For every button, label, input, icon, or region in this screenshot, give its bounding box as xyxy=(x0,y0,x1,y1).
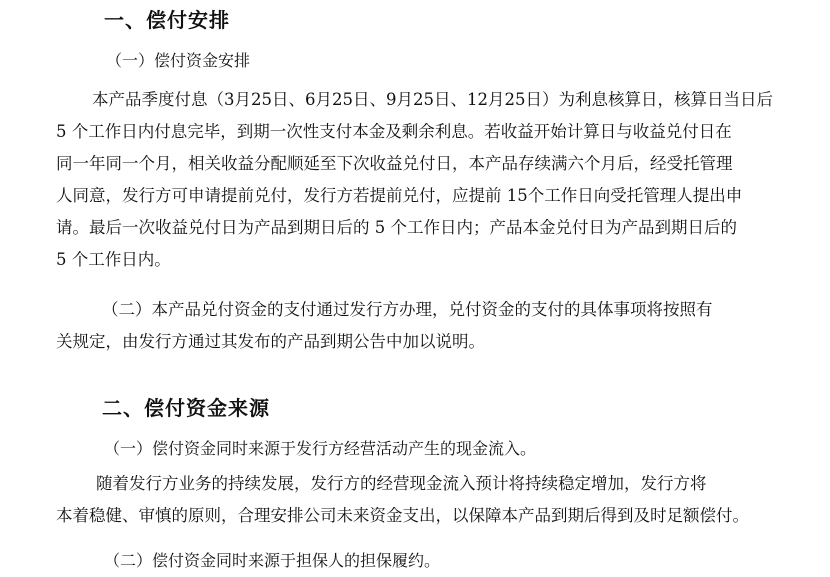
paragraph-line: 本产品季度付息（3月25日、6月25日、9月25日、12月25日）为利息核算日，核算日当日后 xyxy=(92,90,773,109)
paragraph-line: 请。最后一次收益兑付日为产品到期日后的 5 个工作日内；产品本金兑付日为产品到期日后的 xyxy=(56,218,737,237)
paragraph-line: 本着稳健、审慎的原则，合理安排公司未来资金支出，以保障本产品到期后得到及时足额偿付。 xyxy=(56,506,749,525)
paragraph-line: 同一年同一个月，相关收益分配顺延至下次收益兑付日，本产品存续满六个月后，经受托管理 xyxy=(56,154,733,173)
paragraph-line: 关规定，由发行方通过其发布的产品到期公告中加以说明。 xyxy=(56,332,485,351)
subsection-title-operating-cashflow: （一）偿付资金同时来源于发行方经营活动产生的现金流入。 xyxy=(104,439,537,458)
paragraph-line: 5 个工作日内。 xyxy=(56,250,171,269)
subsection-title-guarantor-performance: （二）偿付资金同时来源于担保人的担保履约。 xyxy=(104,551,441,570)
section-heading-repayment-sources: 二、偿付资金来源 xyxy=(102,396,270,420)
paragraph-line: （二）本产品兑付资金的支付通过发行方办理，兑付资金的支付的具体事项将按照有 xyxy=(102,300,713,319)
paragraph-line: 5 个工作日内付息完毕，到期一次性支付本金及剩余利息。若收益开始计算日与收益兑付日在 xyxy=(56,122,732,141)
section-heading-repayment-arrangement: 一、偿付安排 xyxy=(104,8,230,32)
paragraph-line: 人同意，发行方可申请提前兑付，发行方若提前兑付，应提前 15个工作日向受托管理人提出申 xyxy=(56,186,743,205)
paragraph-line: 随着发行方业务的持续发展，发行方的经营现金流入预计将持续稳定增加，发行方将 xyxy=(96,474,707,493)
subsection-title-repayment-funds-arrangement: （一）偿付资金安排 xyxy=(106,51,251,70)
